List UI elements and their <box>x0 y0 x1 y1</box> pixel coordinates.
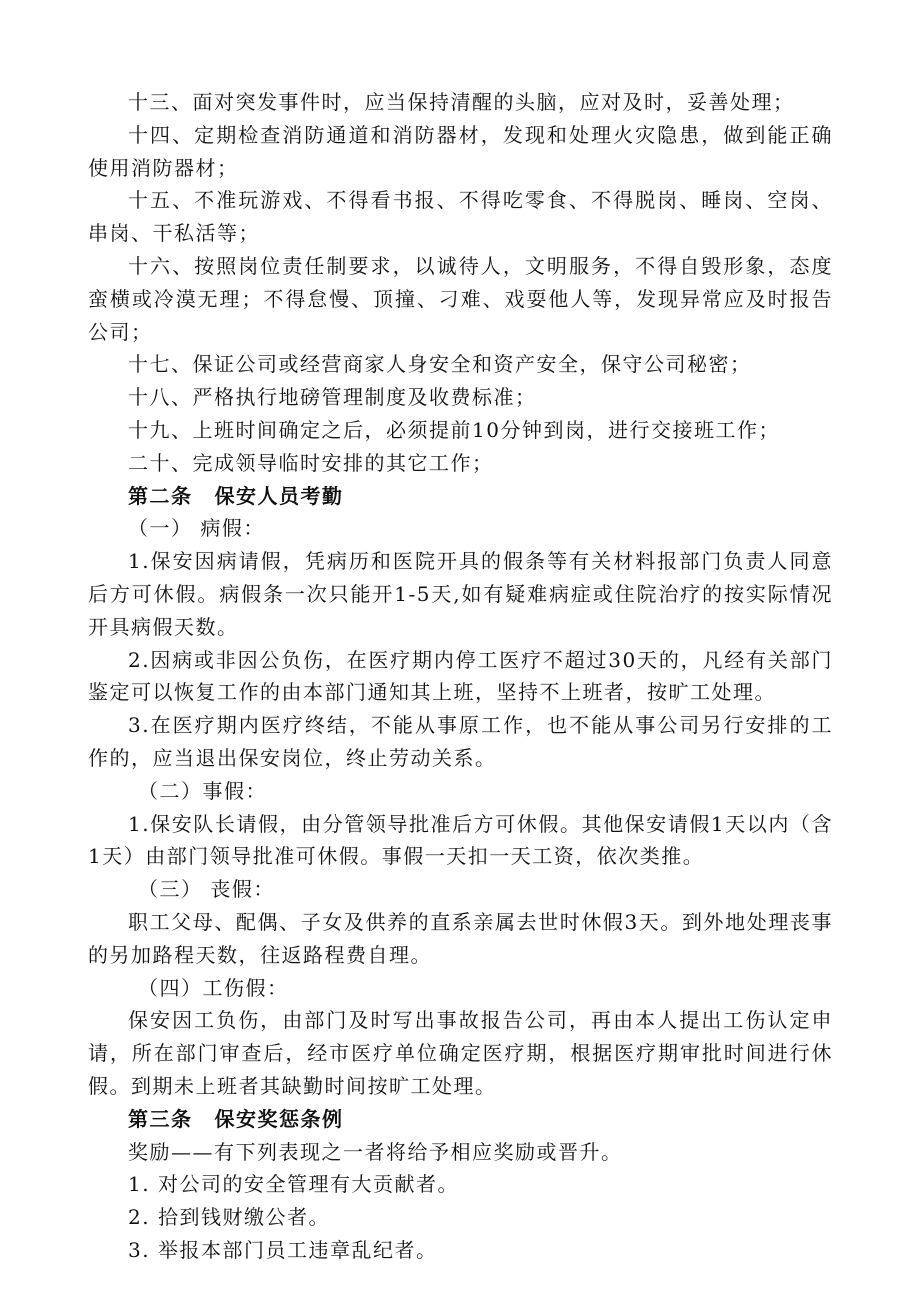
article-3-title: 保安奖惩条例 <box>214 1106 344 1131</box>
injury-leave-rule-1: 保安因工负伤，由部门及时写出事故报告公司，再由本人提出工伤认定申请，所在部门审查后，经市医疗单位确定医疗期，根据医疗期审批时间进行休假。到期未上班者其缺勤时间按旷工处理。 <box>88 1008 833 1098</box>
article-2-number: 第二条 <box>128 483 193 508</box>
personal-leave-heading: （二）事假： <box>138 778 267 803</box>
reward-item-3: 3. 举报本部门员工违章乱纪者。 <box>128 1237 438 1262</box>
duty-item-17: 十七、保证公司或经营商家人身安全和资产安全，保守公司秘密； <box>128 352 752 377</box>
duty-item-14: 十四、定期检查消防通道和消防器材，发现和处理火灾隐患，做到能正确使用消防器材； <box>88 122 833 180</box>
personal-leave-rule-1: 1.保安队长请假，由分管领导批准后方可休假。其他保安请假1天以内（含1天）由部门领导批准可休假。事假一天扣一天工资，依次类推。 <box>88 811 833 869</box>
article-3-number: 第三条 <box>128 1106 193 1131</box>
reward-intro: 奖励——有下列表现之一者将给予相应奖励或晋升。 <box>128 1139 623 1164</box>
funeral-leave-heading: （三） 丧假： <box>138 877 275 902</box>
reward-item-2: 2. 拾到钱财缴公者。 <box>128 1205 330 1230</box>
article-2-title: 保安人员考勤 <box>214 483 344 508</box>
duty-item-19: 十九、上班时间确定之后，必须提前10分钟到岗，进行交接班工作； <box>128 417 780 442</box>
duty-item-16: 十六、按照岗位责任制要求，以诚待人，文明服务，不得自毁形象，态度蛮横或冷漠无理；不得怠慢、顶撞、刁难、戏耍他人等，发现异常应及时报告公司； <box>88 253 833 344</box>
duty-item-18: 十八、严格执行地磅管理制度及收费标准； <box>128 385 537 410</box>
injury-leave-heading: （四）工伤假： <box>138 975 289 1000</box>
document-page <box>88 86 833 1267</box>
duty-item-20: 二十、完成领导临时安排的其它工作； <box>128 450 494 475</box>
sick-leave-rule-1: 1.保安因病请假，凭病历和医院开具的假条等有关材料报部门负责人同意后方可休假。病假条一次只能开1-5天,如有疑难病症或住院治疗的按实际情况开具病假天数。 <box>88 549 833 639</box>
sick-leave-rule-2: 2.因病或非因公负伤，在医疗期内停工医疗不超过30天的，凡经有关部门鉴定可以恢复工作的由本部门通知其上班，坚持不上班者，按旷工处理。 <box>88 647 833 705</box>
duty-item-15: 十五、不准玩游戏、不得看书报、不得吃零食、不得脱岗、睡岗、空岗、串岗、干私活等； <box>88 188 833 246</box>
reward-item-1: 1. 对公司的安全管理有大贡献者。 <box>128 1172 459 1197</box>
article-2-heading <box>88 480 833 513</box>
sick-leave-rule-3: 3.在医疗期内医疗终结，不能从事原工作，也不能从事公司另行安排的工作的，应当退出保安岗位，终止劳动关系。 <box>88 713 833 770</box>
sick-leave-heading: （一） 病假： <box>128 516 265 541</box>
funeral-leave-rule-1: 职工父母、配偶、子女及供养的直系亲属去世时休假3天。到外地处理丧事的另加路程天数，往返路程费自理。 <box>88 909 833 967</box>
article-3-heading <box>88 1103 833 1136</box>
duty-item-13: 十三、面对突发事件时，应当保持清醒的头脑，应对及时，妥善处理； <box>128 90 795 114</box>
